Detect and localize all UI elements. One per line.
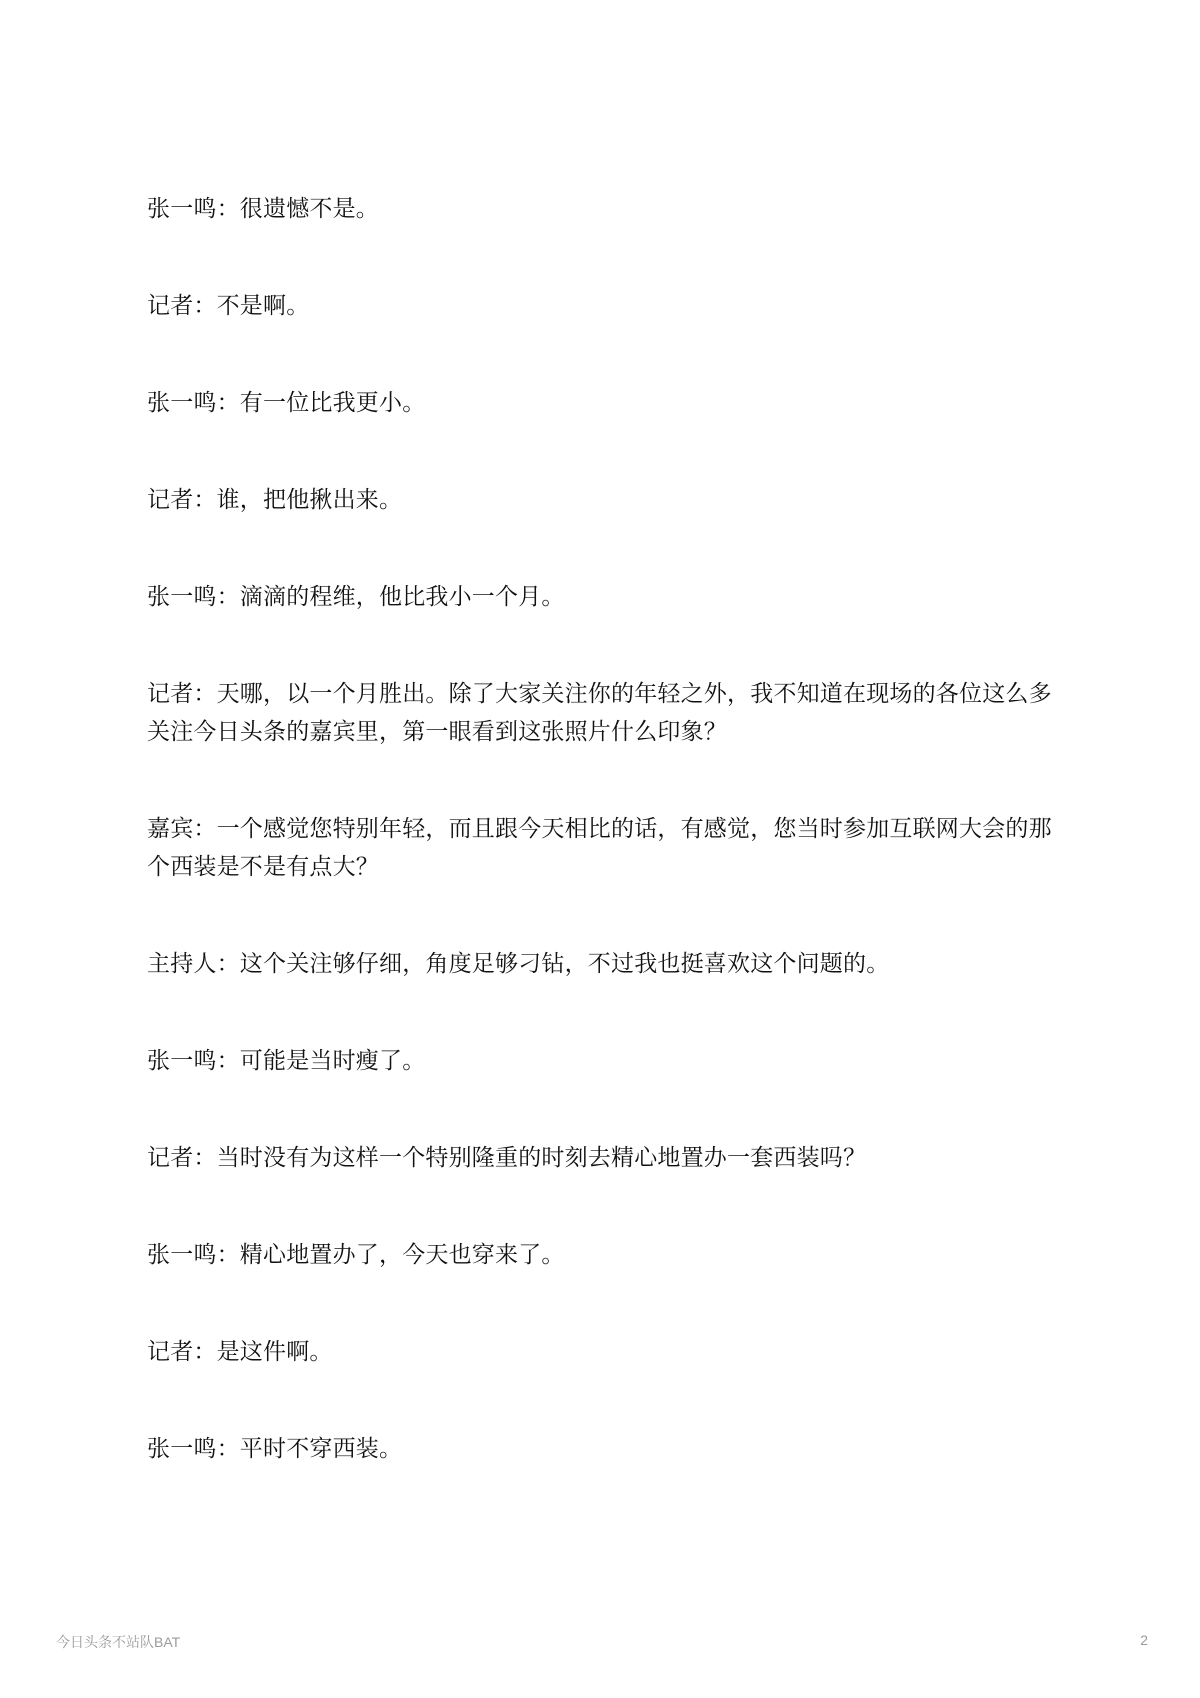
transcript-paragraph: 嘉宾：一个感觉您特别年轻，而且跟今天相比的话，有感觉，您当时参加互联网大会的那个西装是不是有点大？	[147, 816, 1052, 880]
transcript-paragraph: 记者：天哪，以一个月胜出。除了大家关注你的年轻之外，我不知道在现场的各位这么多关注今日头条的嘉宾里，第一眼看到这张照片什么印象？	[147, 681, 1052, 745]
transcript-paragraph: 记者：当时没有为这样一个特别隆重的时刻去精心地置办一套西装吗？	[147, 1145, 867, 1171]
transcript-paragraph: 张一鸣：精心地置办了，今天也穿来了。	[147, 1242, 565, 1268]
transcript-paragraph: 主持人：这个关注够仔细，角度足够刁钻，不过我也挺喜欢这个问题的。	[147, 951, 890, 977]
transcript-paragraph: 张一鸣：可能是当时瘦了。	[147, 1048, 426, 1074]
transcript-body	[147, 190, 1052, 1468]
footer-page-number: 2	[1140, 1632, 1148, 1648]
transcript-paragraph: 记者：谁，把他揪出来。	[147, 487, 403, 513]
transcript-paragraph: 记者：是这件啊。	[147, 1339, 333, 1365]
transcript-paragraph: 记者：不是啊。	[147, 293, 310, 319]
transcript-paragraph: 张一鸣：平时不穿西装。	[147, 1436, 403, 1462]
transcript-paragraph: 张一鸣：有一位比我更小。	[147, 390, 426, 416]
footer-document-title: 今日头条不站队BAT	[56, 1634, 181, 1650]
transcript-paragraph: 张一鸣：滴滴的程维，他比我小一个月。	[147, 584, 565, 610]
transcript-paragraph: 张一鸣：很遗憾不是。	[147, 196, 379, 222]
